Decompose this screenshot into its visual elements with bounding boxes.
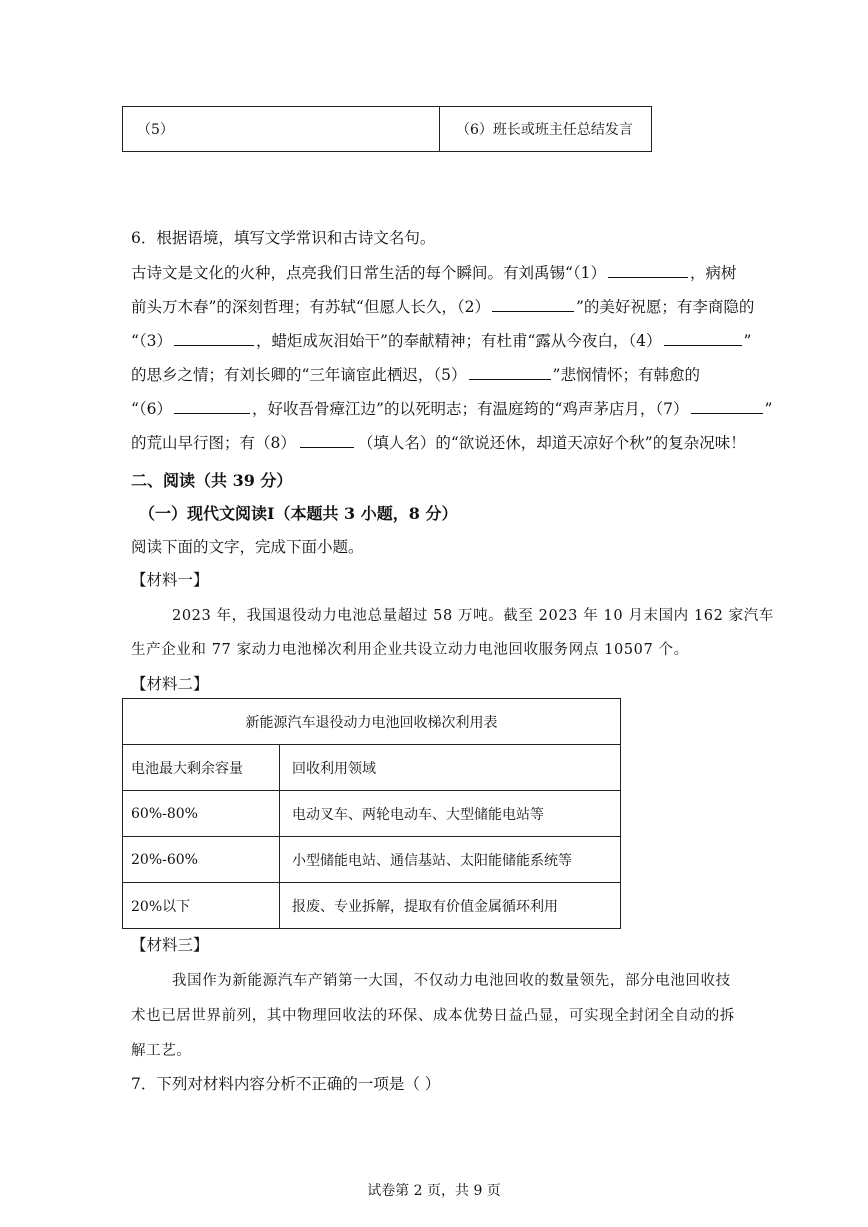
table-cell: 20%以下: [123, 883, 280, 929]
q6-line: [131, 330, 751, 352]
q6-text: ”: [764, 400, 773, 418]
table-cell: 20%-60%: [123, 837, 280, 883]
table-cell: （6）班长或班主任总结发言: [440, 107, 652, 152]
q6-text: 的荒山早行图；有（8）: [131, 434, 296, 452]
q6-text: 的思乡之情；有刘长卿的“三年谪宦此栖迟，（5）: [131, 366, 467, 384]
table-cell: 小型储能电站、通信基站、太阳能储能系统等: [280, 837, 621, 883]
table-cell: 60%-80%: [123, 791, 280, 837]
material3-text: 解工艺。: [131, 1043, 192, 1059]
answer-blank: [300, 432, 354, 448]
answer-blank: [174, 330, 254, 346]
table-row: [123, 791, 621, 837]
recycling-table: [122, 698, 621, 929]
q6-text: ”的美好祝愿；有李商隐的: [575, 298, 755, 316]
table-row: [123, 745, 621, 791]
q6-text: ”: [743, 332, 752, 350]
material1-text: 生产企业和 77 家动力电池梯次利用企业共设立动力电池回收服务网点 10507 个。: [131, 642, 689, 658]
answer-blank: [492, 296, 574, 312]
material1-label: 【材料一】: [131, 571, 209, 589]
section-heading: 二、阅读（共 39 分）: [131, 471, 293, 490]
table-cell: 电动叉车、两轮电动车、大型储能电站等: [280, 791, 621, 837]
q6-line: [131, 296, 754, 318]
q6-text: ，好收吾骨瘴江边”的以死明志；有温庭筠的“鸡声茅店月，（7）: [252, 400, 689, 418]
top-table: [122, 106, 652, 152]
material1-text: 2023 年，我国退役动力电池总量超过 58 万吨。截至 2023 年 10 月末国内 162 家汽车: [172, 608, 774, 624]
q6-text: （填人名）的“欲说还休，却道天凉好个秋”的复杂况味！: [357, 434, 746, 452]
q6-text: “（3）: [131, 332, 173, 350]
q6-text: 古诗文是文化的火种，点亮我们日常生活的每个瞬间。有刘禹锡“（1）: [131, 264, 607, 282]
table-row: [123, 837, 621, 883]
answer-blank: [691, 398, 763, 414]
q7-stem: 7．下列对材料内容分析不正确的一项是（ ）: [131, 1075, 441, 1093]
answer-blank: [664, 330, 742, 346]
table-caption: 新能源汽车退役动力电池回收梯次利用表: [123, 699, 621, 745]
material3-text: 术也已居世界前列，其中物理回收法的环保、成本优势日益凸显，可实现全封闭全自动的拆: [131, 1008, 735, 1024]
q6-line: [131, 364, 700, 386]
q6-text: ，蜡炬成灰泪始干”的奉献精神；有杜甫“露从今夜白，（4）: [256, 332, 662, 350]
answer-blank: [174, 398, 250, 414]
page-footer: 试卷第 2 页，共 9 页: [367, 1183, 501, 1199]
table-cell: （5）: [123, 107, 440, 152]
material3-label: 【材料三】: [131, 936, 209, 954]
instruction: 阅读下面的文字，完成下面小题。: [131, 538, 364, 556]
q6-text: 前头万木春”的深刻哲理；有苏轼“但愿人长久，（2）: [131, 298, 490, 316]
table-row: [123, 107, 652, 152]
column-header: 回收利用领域: [280, 745, 621, 791]
answer-blank: [469, 364, 551, 380]
q6-line: [131, 262, 737, 284]
q6-line: [131, 432, 746, 454]
table-row: [123, 883, 621, 929]
material3-text: 我国作为新能源汽车产销第一大国，不仅动力电池回收的数量领先，部分电池回收技: [172, 973, 731, 989]
table-cell: 报废、专业拆解，提取有价值金属循环利用: [280, 883, 621, 929]
answer-blank: [608, 262, 688, 278]
column-header: 电池最大剩余容量: [123, 745, 280, 791]
subsection-heading: （一）现代文阅读I（本题共 3 小题，8 分）: [139, 504, 458, 523]
q6-stem: 6．根据语境，填写文学常识和古诗文名句。: [131, 229, 436, 247]
q6-text: ，病树: [690, 264, 737, 282]
q6-text: “（6）: [131, 400, 173, 418]
q6-text: ”悲悯情怀；有韩愈的: [552, 366, 700, 384]
table-row: [123, 699, 621, 745]
q6-line: [131, 398, 772, 420]
material2-label: 【材料二】: [131, 675, 209, 693]
